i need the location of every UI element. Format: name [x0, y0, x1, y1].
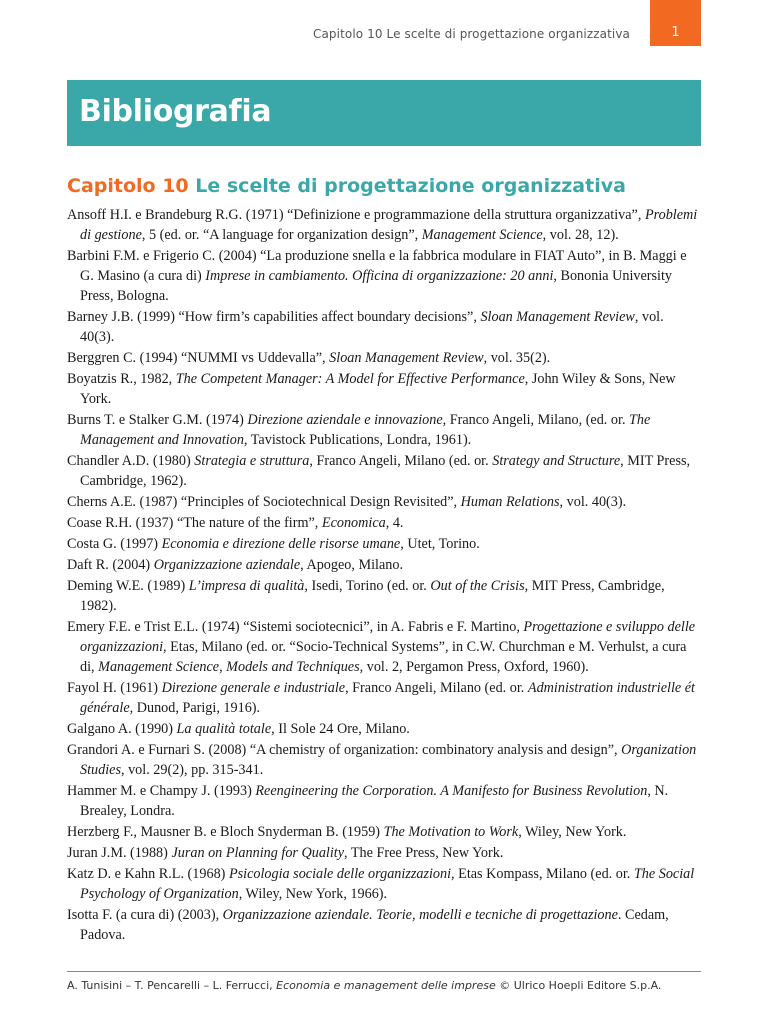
running-header	[0, 0, 768, 46]
reference-entry	[67, 678, 701, 718]
reference-text: Boyatzis R., 1982,	[67, 371, 176, 387]
reference-italic-title: Strategia e struttura	[194, 453, 310, 469]
reference-text: Juran J.M. (1988)	[67, 845, 172, 861]
reference-italic-title: La qualità totale	[176, 721, 272, 737]
reference-text: , MIT Press, Cambridge, 1962).	[80, 453, 691, 489]
reference-italic-title: Management Science, Models and Techniques	[98, 659, 360, 675]
reference-italic-title: Direzione generale e industriale	[161, 680, 346, 696]
footer-divider	[67, 971, 701, 972]
reference-entry	[67, 410, 701, 450]
reference-text: , Wiley, New York.	[518, 824, 627, 840]
reference-italic-title: Organization Studies	[80, 742, 697, 778]
reference-text: , Bononia University Press, Bologna.	[80, 268, 673, 304]
page-footer	[67, 979, 707, 992]
reference-text: Chandler A.D. (1980)	[67, 453, 195, 469]
reference-text: Isotta F. (a cura di) (2003),	[67, 907, 223, 923]
reference-italic-title: Reengineering the Corporation. A Manifesto for Business Revolution	[255, 783, 648, 799]
page-number: 1	[671, 25, 680, 40]
chapter-heading	[67, 175, 707, 197]
reference-entry	[67, 576, 701, 616]
reference-text: Ansoff H.I. e Brandeburg R.G. (1971) “Definizione e programmazione della struttura organizzativa”,	[67, 207, 645, 223]
footer-authors: A. Tunisini – T. Pencarelli – L. Ferrucci,	[67, 979, 277, 992]
reference-italic-title: Management Science	[421, 227, 543, 243]
reference-italic-title: Progettazione e sviluppo delle organizzazioni	[80, 619, 696, 655]
reference-italic-title: L’impresa di qualità	[188, 578, 305, 594]
page-number-tab	[650, 0, 701, 46]
reference-italic-title: Sloan Management Review	[329, 350, 484, 366]
reference-italic-title: Juran on Planning for Quality	[171, 845, 345, 861]
reference-text: Barney J.B. (1999) “How firm’s capabilities affect boundary decisions”,	[67, 309, 481, 325]
reference-text: Barbini F.M. e Frigerio C. (2004) “La produzione snella e la fabbrica modulare in FIAT Auto”, in B. Maggi e G. Masino (a cura di)	[67, 248, 687, 284]
reference-text: Burns T. e Stalker G.M. (1974)	[67, 412, 248, 428]
reference-entry	[67, 307, 701, 347]
reference-entry	[67, 822, 701, 842]
reference-text: , Wiley, New York, 1966).	[238, 886, 388, 902]
reference-entry	[67, 905, 701, 945]
reference-text: Coase R.H. (1937) “The nature of the firm”,	[67, 515, 322, 531]
reference-text: , Il Sole 24 Ore, Milano.	[271, 721, 410, 737]
running-title: Capitolo 10 Le scelte di progettazione organizzativa	[312, 27, 630, 41]
reference-entry	[67, 534, 701, 554]
reference-text: Herzberg F., Mausner B. e Bloch Snyderman B. (1959)	[67, 824, 384, 840]
reference-text: Emery F.E. e Trist E.L. (1974) “Sistemi sociotecnici”, in A. Fabris e F. Martino,	[67, 619, 524, 635]
reference-italic-title: Organizzazione aziendale	[153, 557, 301, 573]
reference-text: Katz D. e Kahn R.L. (1968)	[67, 866, 229, 882]
reference-entry	[67, 617, 701, 677]
reference-entry	[67, 369, 701, 409]
reference-text: , 5 (ed. or. “A language for organization design”,	[141, 227, 422, 243]
reference-entry	[67, 348, 701, 368]
reference-entry	[67, 740, 701, 780]
reference-entry	[67, 513, 701, 533]
reference-italic-title: Strategy and Structure	[492, 453, 621, 469]
reference-text: , Franco Angeli, Milano, (ed. or.	[442, 412, 630, 428]
reference-text: , MIT Press, Cambridge, 1982).	[80, 578, 665, 614]
reference-text: , Apogeo, Milano.	[300, 557, 404, 573]
reference-text: Berggren C. (1994) “NUMMI vs Uddevalla”,	[67, 350, 330, 366]
reference-italic-title: Administration industrielle ét générale	[80, 680, 695, 716]
section-title: Bibliografia	[79, 94, 272, 129]
reference-italic-title: Out of the Crisis	[430, 578, 525, 594]
reference-text: , vol. 29(2), pp. 315-341.	[120, 762, 264, 778]
reference-entry	[67, 492, 701, 512]
reference-text: , Isedi, Torino (ed. or.	[304, 578, 431, 594]
reference-italic-title: Sloan Management Review	[480, 309, 635, 325]
reference-text: , Dunod, Parigi, 1916).	[129, 700, 261, 716]
reference-italic-title: Human Relations	[460, 494, 560, 510]
reference-italic-title: Direzione aziendale e innovazione	[247, 412, 443, 428]
reference-entry	[67, 451, 701, 491]
reference-italic-title: Psicologia sociale delle organizzazioni,	[228, 866, 455, 882]
reference-italic-title: Economica	[321, 515, 386, 531]
reference-text: . Cedam, Padova.	[80, 907, 669, 943]
reference-text: Costa G. (1997)	[67, 536, 162, 552]
reference-italic-title: Imprese in cambiamento. Officina di organizzazione: 20 anni	[205, 268, 554, 284]
chapter-number: Capitolo 10	[67, 175, 189, 197]
reference-entry	[67, 864, 701, 904]
reference-text: Etas Kompass, Milano (ed. or.	[454, 866, 634, 882]
reference-text: , vol. 28, 12).	[542, 227, 619, 243]
reference-text: Hammer M. e Champy J. (1993)	[67, 783, 256, 799]
reference-entry	[67, 205, 701, 245]
reference-text: , N. Brealey, Londra.	[80, 783, 669, 819]
reference-italic-title: The Competent Manager: A Model for Effective Performance	[175, 371, 525, 387]
reference-text: , Utet, Torino.	[400, 536, 480, 552]
reference-text: , The Free Press, New York.	[344, 845, 504, 861]
reference-text: , vol. 40(3).	[80, 309, 664, 345]
reference-text: , Etas, Milano (ed. or. “Socio-Technical Systems”, in C.W. Churchman e M. Verhulst, a cura di,	[80, 639, 687, 675]
reference-italic-title: The Motivation to Work	[383, 824, 519, 840]
reference-text: , Tavistock Publications, Londra, 1961).	[243, 432, 472, 448]
reference-text: Fayol H. (1961)	[67, 680, 162, 696]
reference-text: , vol. 40(3).	[559, 494, 627, 510]
reference-text: Galgano A. (1990)	[67, 721, 177, 737]
reference-text: , 4.	[385, 515, 404, 531]
reference-text: Deming W.E. (1989)	[67, 578, 189, 594]
section-banner	[67, 80, 701, 146]
reference-text: , vol. 2, Pergamon Press, Oxford, 1960).	[359, 659, 589, 675]
reference-entry	[67, 781, 701, 821]
footer-book-title: Economia e management delle imprese	[276, 979, 496, 992]
chapter-title: Le scelte di progettazione organizzativa	[195, 175, 626, 197]
reference-text: , Franco Angeli, Milano (ed. or.	[309, 453, 493, 469]
reference-entry	[67, 246, 701, 306]
reference-italic-title: Problemi di gestione	[80, 207, 698, 243]
footer-publisher: © Ulrico Hoepli Editore S.p.A.	[495, 979, 662, 992]
reference-italic-title: The Social Psychology of Organization	[80, 866, 695, 902]
reference-italic-title: The Management and Innovation	[80, 412, 651, 448]
reference-text: , vol. 35(2).	[483, 350, 551, 366]
reference-italic-title: Economia e direzione delle risorse umane	[161, 536, 401, 552]
reference-text: , Franco Angeli, Milano (ed. or.	[345, 680, 528, 696]
reference-list	[67, 205, 701, 946]
reference-text: , John Wiley & Sons, New York.	[80, 371, 676, 407]
reference-text: Grandori A. e Furnari S. (2008) “A chemistry of organization: combinatory analysis and design”,	[67, 742, 622, 758]
reference-entry	[67, 555, 701, 575]
reference-entry	[67, 843, 701, 863]
reference-italic-title: Organizzazione aziendale. Teorie, modelli e tecniche di progettazione	[222, 907, 618, 923]
reference-text: Daft R. (2004)	[67, 557, 154, 573]
reference-entry	[67, 719, 701, 739]
reference-text: Cherns A.E. (1987) “Principles of Sociotechnical Design Revisited”,	[67, 494, 461, 510]
